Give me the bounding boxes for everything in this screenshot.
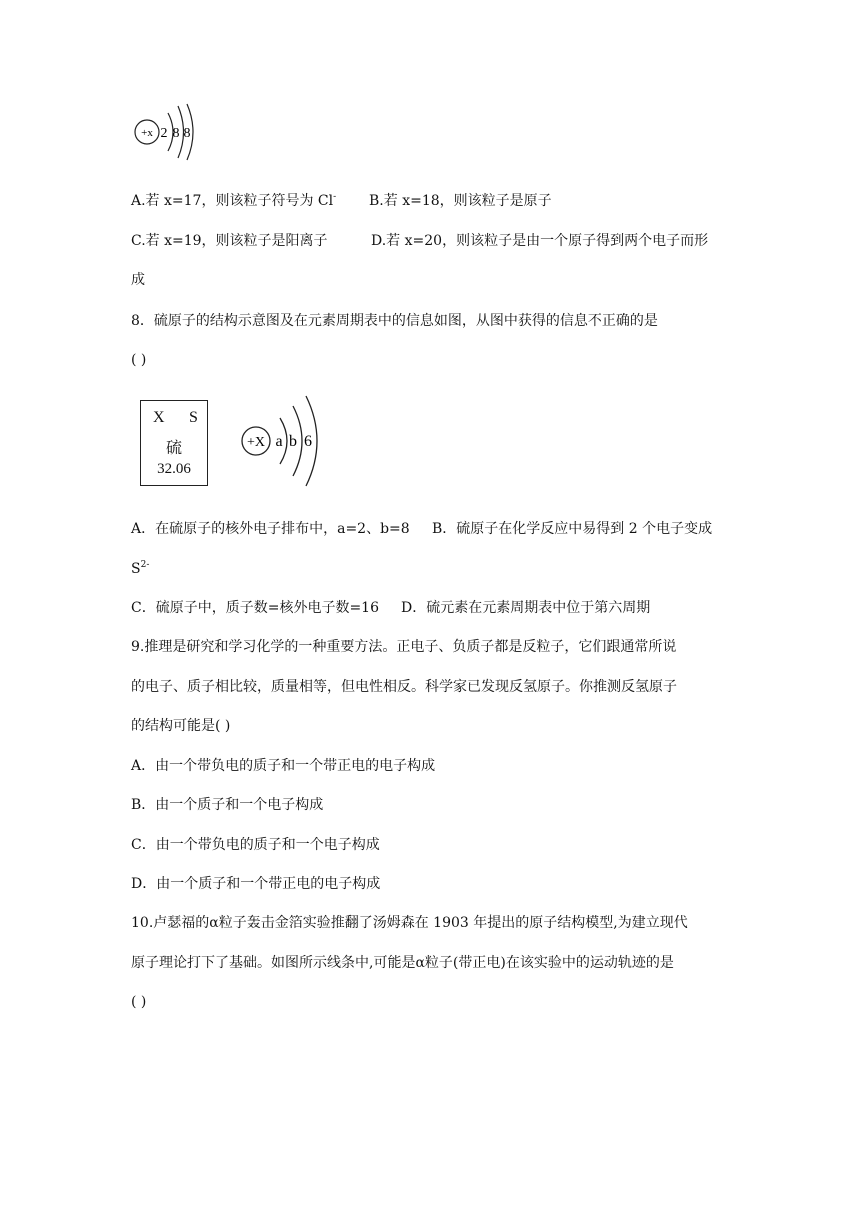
q7-shell-count-2: 8 xyxy=(172,126,180,141)
q7-shell-count-3: 8 xyxy=(183,126,191,141)
q9-option-b: B．由一个质子和一个电子构成 xyxy=(131,797,324,813)
q7-atom-diagram xyxy=(132,100,212,165)
q8-option-b: B．硫原子在化学反应中易得到 2 个电子变成 xyxy=(432,521,713,537)
q8-element-symbol: S xyxy=(189,409,198,426)
q8-option-a: A．在硫原子的核外电子排布中，a=2、b=8 xyxy=(131,521,410,537)
q8-option-c: C．硫原子中，质子数=核外电子数=16 xyxy=(131,600,379,616)
q7-option-d: D.若 x=20，则该粒子是由一个原子得到两个电子而形 xyxy=(371,233,709,249)
q7-shell-count-1: 2 xyxy=(160,126,168,141)
q8-atomic-number: X xyxy=(153,409,165,426)
q9-stem-line-3: 的结构可能是( ) xyxy=(131,718,231,734)
q8-shell-count-1: a xyxy=(275,433,283,450)
q8-stem: 8．硫原子的结构示意图及在元素周期表中的信息如图，从图中获得的信息不正确的是 xyxy=(131,313,658,329)
q8-atom-diagram xyxy=(236,388,346,498)
q9-option-d: D．由一个质子和一个带正电的电子构成 xyxy=(131,876,381,892)
q8-atomic-mass: 32.06 xyxy=(157,461,191,477)
q9-stem-line-2: 的电子、质子相比较，质量相等，但电性相反。科学家已发现反氢原子。你推测反氢原子 xyxy=(131,679,677,695)
q8-element-name: 硫 xyxy=(165,440,182,457)
q7-option-d-continued: 成 xyxy=(131,272,145,288)
q7-option-a: A.若 x=17，则该粒子符号为 Cl- xyxy=(131,192,337,209)
q7-option-b: B.若 x=18，则该粒子是原子 xyxy=(369,193,552,209)
q10-stem-line-2: 原子理论打下了基础。如图所示线条中,可能是α粒子(带正电)在该实验中的运动轨迹的是 xyxy=(131,955,674,971)
q8-option-b-continued: $S^{2-}$ xyxy=(131,560,150,577)
q9-option-a: A．由一个带负电的质子和一个带正电的电子构成 xyxy=(131,758,436,774)
q10-stem-line-1: 10.卢瑟福的α粒子轰击金箔实验推翻了汤姆森在 1903 年提出的原子结构模型,为建立现代 xyxy=(131,915,688,931)
q8-nucleus-charge: +X xyxy=(246,435,266,450)
q8-shell-count-3: 6 xyxy=(304,433,312,450)
q8-shell-count-2: b xyxy=(289,433,297,450)
q10-paren: ( ) xyxy=(131,994,147,1010)
q8-element-card xyxy=(140,400,208,486)
q7-option-c: C.若 x=19，则该粒子是阳离子 xyxy=(131,233,328,249)
q9-option-c: C．由一个带负电的质子和一个电子构成 xyxy=(131,837,380,853)
q8-option-d: D．硫元素在元素周期表中位于第六周期 xyxy=(401,600,651,616)
q8-paren: ( ) xyxy=(131,352,147,368)
q7-nucleus-charge: +x xyxy=(141,127,153,139)
q9-stem-line-1: 9.推理是研究和学习化学的一种重要方法。正电子、负质子都是反粒子，它们跟通常所说 xyxy=(131,639,677,655)
